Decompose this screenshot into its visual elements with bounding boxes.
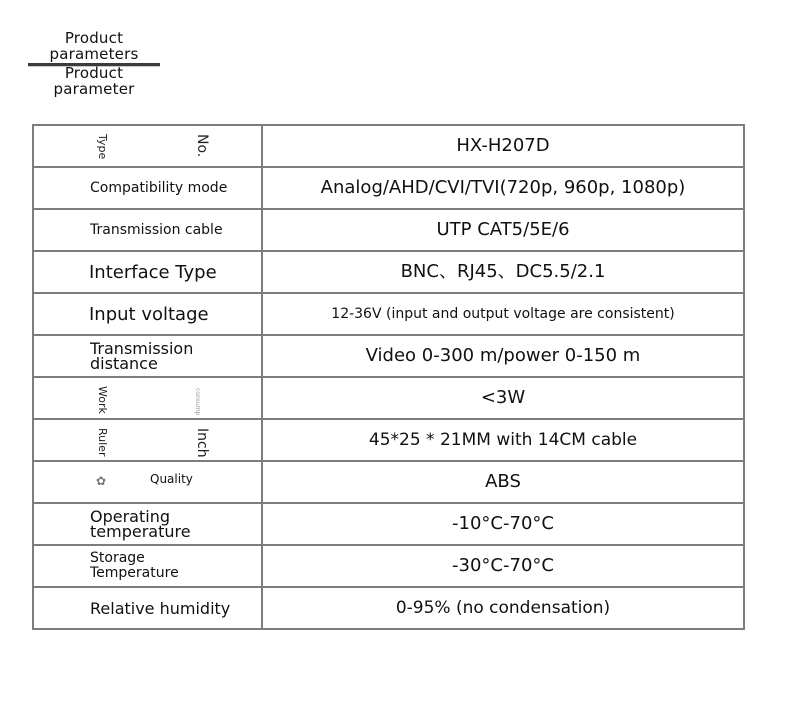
table-row (33, 503, 744, 545)
row-label-line-1: Transmission (90, 339, 194, 358)
row-label-a: Work (96, 386, 109, 414)
table-cell-value (262, 461, 744, 503)
material-icon: ✿ (96, 474, 107, 488)
table-row (33, 293, 744, 335)
table-cell-value (262, 587, 744, 629)
table-cell-value (262, 335, 744, 377)
row-value: -30°C-70°C (452, 555, 554, 576)
label-pair (34, 378, 261, 418)
table-row (33, 587, 744, 629)
row-value: HX-H207D (456, 135, 550, 156)
row-label: Compatibility mode (90, 179, 228, 196)
row-label: Quality (150, 472, 193, 486)
table-row (33, 335, 744, 377)
table-row (33, 125, 744, 167)
row-value: 45*25 * 21MM with 14CM cable (368, 430, 638, 450)
row-value: BNC、RJ45、DC5.5/2.1 (400, 261, 606, 282)
table-cell-label (33, 545, 262, 587)
table-cell-label (33, 251, 262, 293)
label-pair (34, 126, 261, 166)
row-label-line-2: Temperature (90, 565, 179, 581)
table-cell-value (262, 545, 744, 587)
label-pair (34, 462, 261, 502)
row-value: <3W (480, 387, 526, 408)
table-cell-value (262, 125, 744, 167)
row-label-a: Ruler (96, 428, 109, 457)
table-row (33, 377, 744, 419)
table-row (33, 251, 744, 293)
row-value: Analog/AHD/CVI/TVI(720p, 960p, 1080p) (320, 177, 686, 198)
table-cell-label (33, 503, 262, 545)
label-pair (34, 420, 261, 460)
table-cell-label (33, 293, 262, 335)
row-label-b: Inch (194, 428, 210, 458)
row-label: Relative humidity (90, 598, 231, 618)
row-label-b: No. (194, 134, 210, 158)
table-row (33, 209, 744, 251)
row-value: Video 0-300 m/power 0-150 m (365, 345, 641, 366)
row-value: 12-36V (input and output voltage are consistent) (331, 306, 675, 322)
table-cell-label (33, 587, 262, 629)
table-cell-label (33, 125, 262, 167)
table-cell-label (33, 167, 262, 209)
table-cell-label (33, 335, 262, 377)
row-value: ABS (485, 471, 521, 492)
table-cell-value (262, 251, 744, 293)
row-label-b: consump (194, 388, 201, 416)
row-value: 0-95% (no condensation) (395, 598, 611, 618)
table-cell-label (33, 209, 262, 251)
header-line-1: Product (64, 29, 124, 47)
spec-table (32, 124, 745, 630)
row-value: -10°C-70°C (452, 513, 554, 534)
table-cell-value (262, 419, 744, 461)
header-line-3: Product (64, 64, 124, 82)
table-cell-label (33, 377, 262, 419)
table-cell-value (262, 293, 744, 335)
table-row (33, 419, 744, 461)
table-row (33, 167, 744, 209)
row-label: Interface Type (89, 261, 217, 283)
table-cell-value (262, 503, 744, 545)
table-cell-value (262, 167, 744, 209)
table-cell-value (262, 377, 744, 419)
table-cell-label (33, 461, 262, 503)
row-label: Transmission cable (90, 221, 223, 238)
table-cell-label (33, 419, 262, 461)
row-label-a: Type (96, 134, 109, 160)
header-line-4: parameter (53, 80, 135, 98)
row-label-line-1: Storage (90, 550, 145, 566)
row-label-line-1: Operating (90, 507, 170, 526)
table-row (33, 461, 744, 503)
page-header (28, 30, 160, 97)
table-row (33, 545, 744, 587)
row-label: Input voltage (89, 303, 209, 325)
row-label-line-2: temperature (90, 522, 191, 541)
row-value: UTP CAT5/5E/6 (436, 219, 570, 240)
row-label-line-2: distance (90, 354, 158, 373)
table-cell-value (262, 209, 744, 251)
header-line-2: parameters (49, 45, 139, 63)
